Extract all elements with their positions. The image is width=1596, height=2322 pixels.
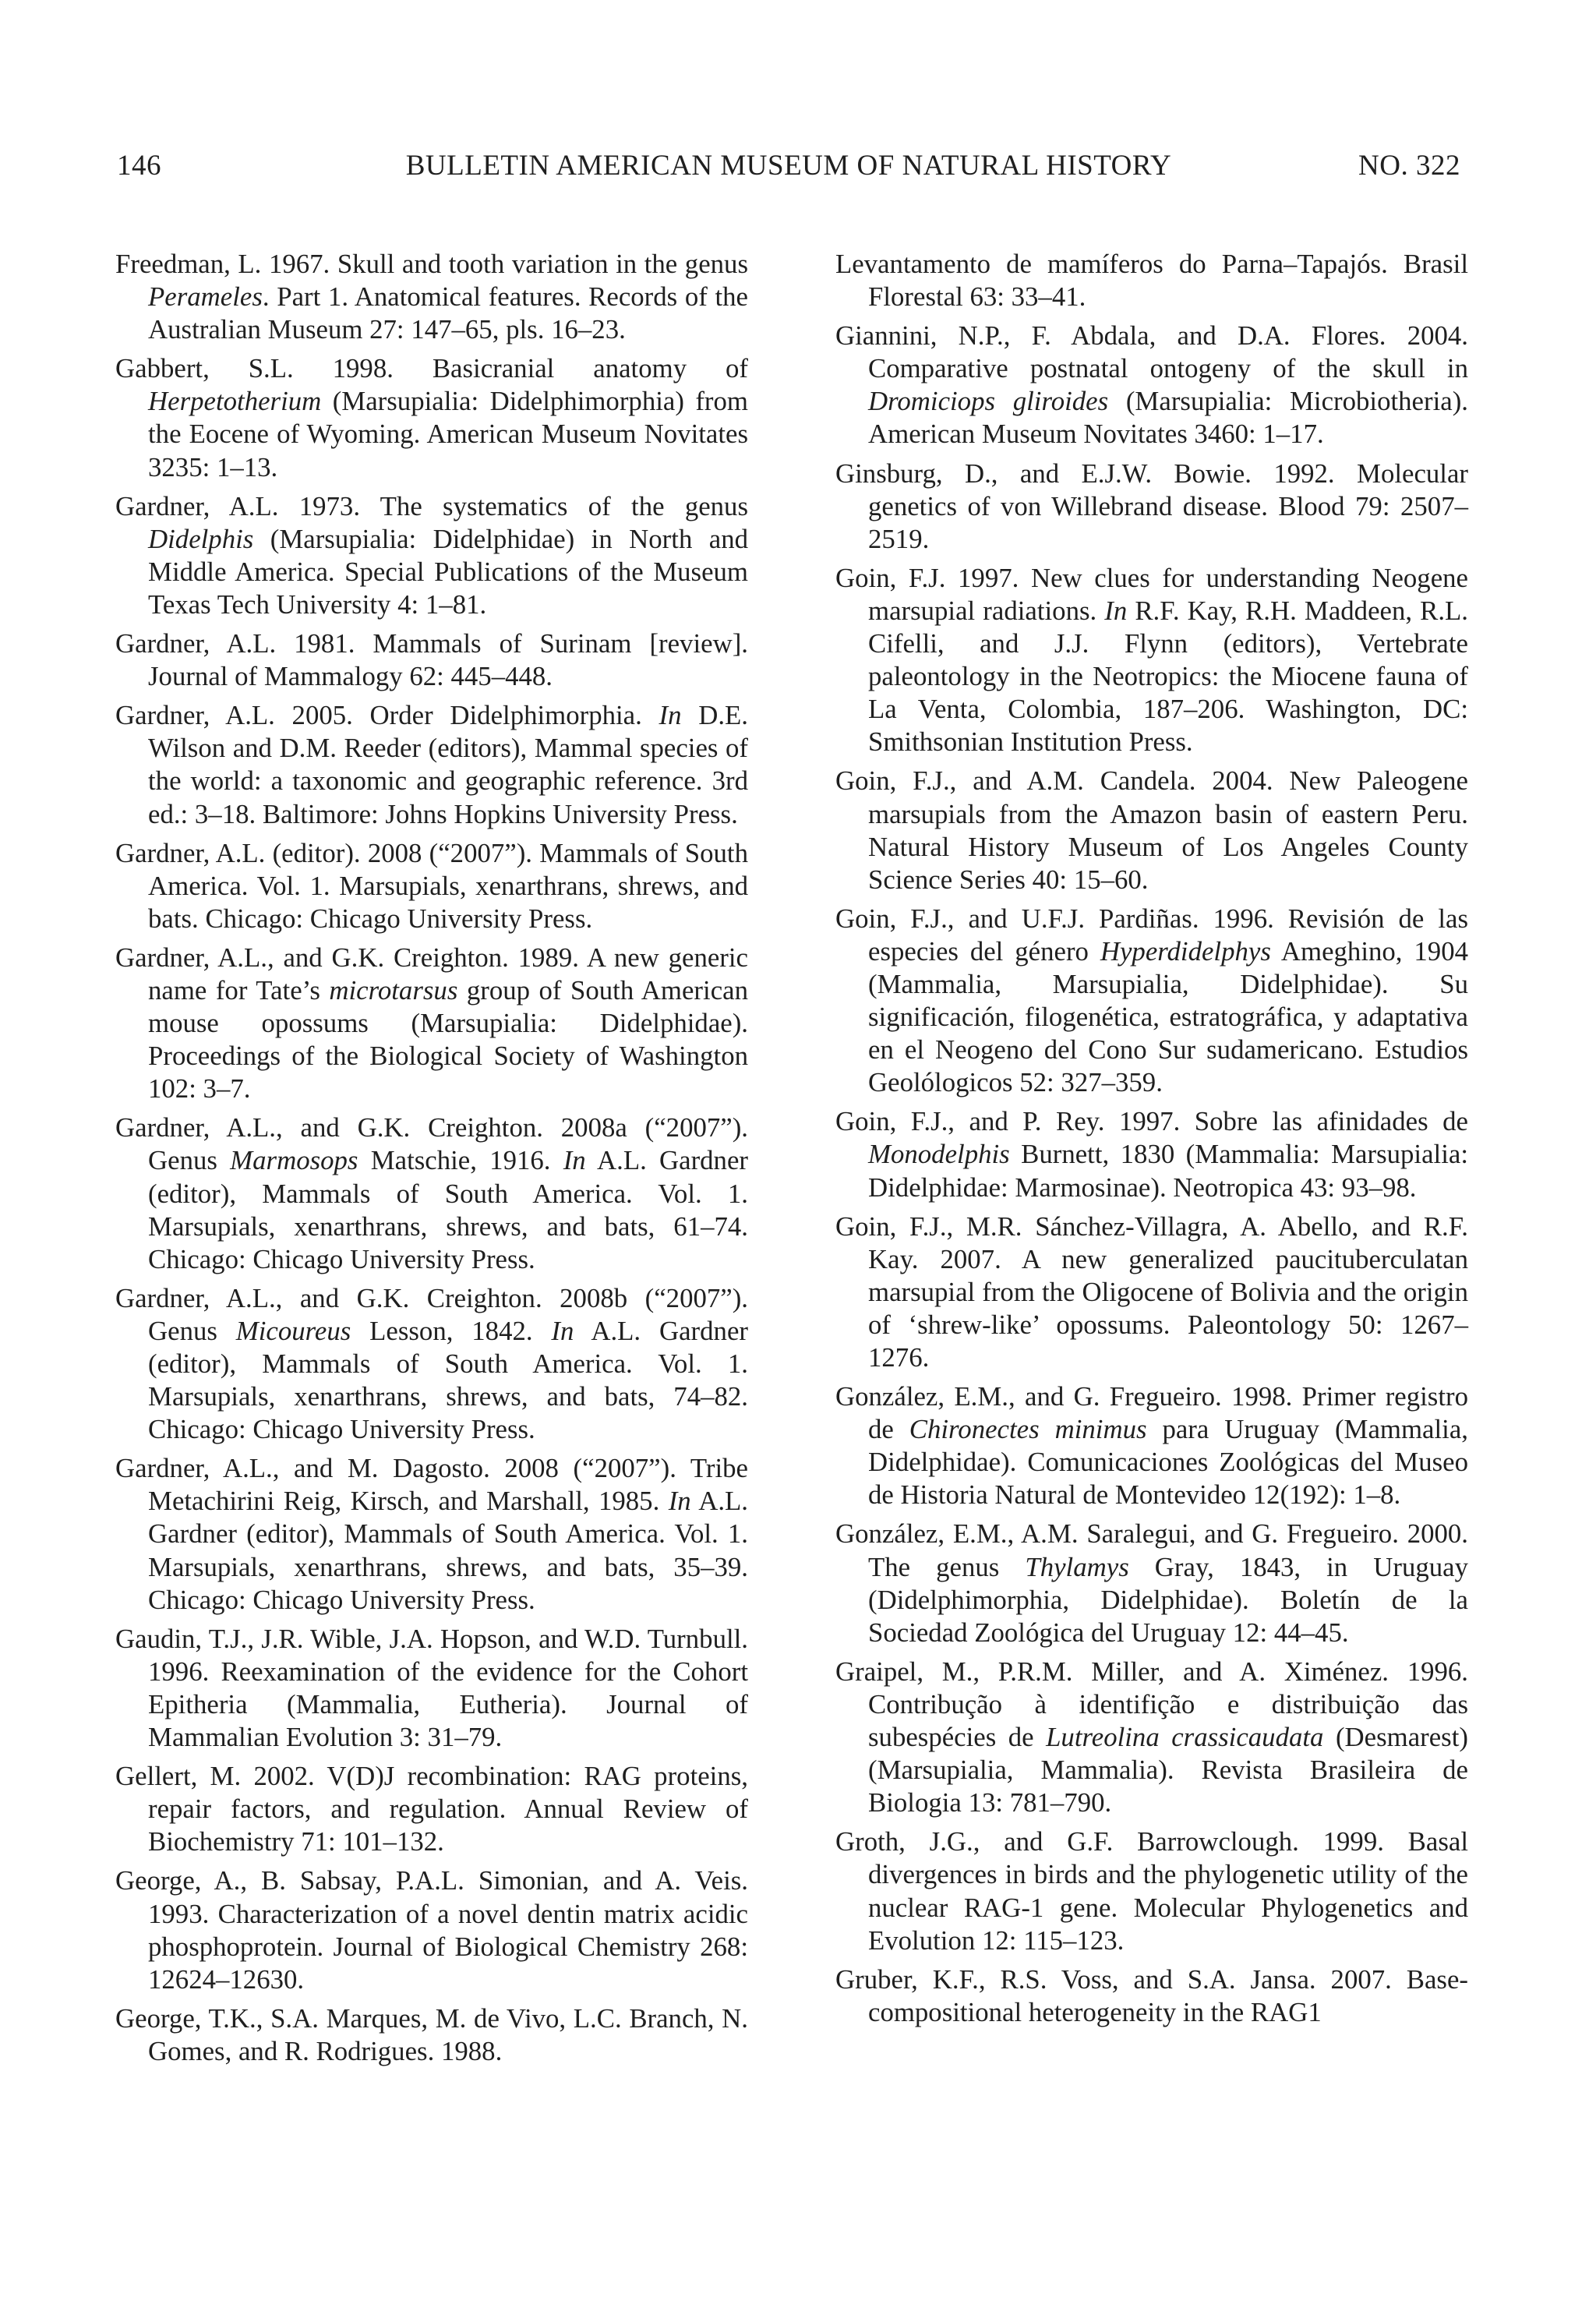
references-left-column [115, 248, 748, 2074]
reference-entry: Freedman, L. 1967. Skull and tooth variation in the genus Perameles. Part 1. Anatomical features. Records of the Australian Museum 27: 147–65, pls. 16–23. [115, 249, 748, 345]
reference-entry: Levantamento de mamíferos do Parna–Tapajós. Brasil Florestal 63: 33–41. [835, 249, 1468, 313]
page-number: 146 [117, 150, 161, 182]
references-right-column [835, 248, 1468, 2035]
reference-entry: Gardner, A.L., and G.K. Creighton. 1989. A new generic name for Tate’s microtarsus group of South American mouse opossums (Marsupialia: Didelphidae). Proceedings of the Biological Society of Washington 102: 3–7. [115, 942, 748, 1104]
reference-entry: González, E.M., and G. Fregueiro. 1998. Primer registro de Chironectes minimus para Uruguay (Mammalia, Didelphidae). Comunicaciones Zoológicas del Museo de Historia Natural de Montevideo 12(192): 1–8. [835, 1381, 1468, 1511]
reference-entry: Gellert, M. 2002. V(D)J recombination: RAG proteins, repair factors, and regulation. Annual Review of Biochemistry 71: 101–132. [115, 1761, 748, 1857]
running-header [117, 147, 1460, 186]
reference-entry: Gaudin, T.J., J.R. Wible, J.A. Hopson, and W.D. Turnbull. 1996. Reexamination of the evidence for the Cohort Epitheria (Mammalia, Eutheria). Journal of Mammalian Evolution 3: 31–79. [115, 1623, 748, 1753]
journal-title: BULLETIN AMERICAN MUSEUM OF NATURAL HISTORY [405, 150, 1172, 182]
reference-entry: Gardner, A.L. 1973. The systematics of the genus Didelphis (Marsupialia: Didelphidae) in North and Middle America. Special Publications of the Museum Texas Tech University 4: 1–81. [115, 490, 748, 620]
reference-entry: Gardner, A.L., and G.K. Creighton. 2008a (“2007”). Genus Marmosops Matschie, 1916. In A.L. Gardner (editor), Mammals of South America. Vol. 1. Marsupials, xenarthrans, shrews, and bats, 61–74. Chicago: Chicago University Press. [115, 1112, 748, 1274]
reference-entry: Goin, F.J., and U.F.J. Pardiñas. 1996. Revisión de las especies del género Hyperdidelphys Ameghino, 1904 (Mammalia, Marsupialia, Didelphidae). Su significación, filogenética, estratográfica, y adaptativa en el Neogeno del Cono Sur sudamericano. Estudios Geolólogicos 52: 327–359. [835, 903, 1468, 1098]
reference-entry: Gardner, A.L. 1981. Mammals of Surinam [review]. Journal of Mammalogy 62: 445–448. [115, 628, 748, 692]
reference-entry: Goin, F.J., and A.M. Candela. 2004. New Paleogene marsupials from the Amazon basin of eastern Peru. Natural History Museum of Los Angeles County Science Series 40: 15–60. [835, 765, 1468, 895]
reference-entry: Gabbert, S.L. 1998. Basicranial anatomy of Herpetotherium (Marsupialia: Didelphimorphia) from the Eocene of Wyoming. American Museum Novitates 3235: 1–13. [115, 353, 748, 482]
reference-entry: Ginsburg, D., and E.J.W. Bowie. 1992. Molecular genetics of von Willebrand disease. Blood 79: 2507–2519. [835, 458, 1468, 554]
reference-entry: George, A., B. Sabsay, P.A.L. Simonian, and A. Veis. 1993. Characterization of a novel dentin matrix acidic phosphoprotein. Journal of Biological Chemistry 268: 12624–12630. [115, 1865, 748, 1995]
reference-entry: Groth, J.G., and G.F. Barrowclough. 1999. Basal divergences in birds and the phylogenetic utility of the nuclear RAG-1 gene. Molecular Phylogenetics and Evolution 12: 115–123. [835, 1826, 1468, 1956]
reference-entry: Gardner, A.L., and G.K. Creighton. 2008b (“2007”). Genus Micoureus Lesson, 1842. In A.L. Gardner (editor), Mammals of South America. Vol. 1. Marsupials, xenarthrans, shrews, and bats, 74–82. Chicago: Chicago University Press. [115, 1282, 748, 1445]
reference-entry: Goin, F.J., and P. Rey. 1997. Sobre las afinidades de Monodelphis Burnett, 1830 (Mammalia: Marsupialia: Didelphidae: Marmosinae). Neotropica 43: 93–98. [835, 1106, 1468, 1203]
reference-entry: Goin, F.J., M.R. Sánchez-Villagra, A. Abello, and R.F. Kay. 2007. A new generalized paucituberculatan marsupial from the Oligocene of Bolivia and the origin of ‘shrew-like’ opossums. Paleontology 50: 1267–1276. [835, 1210, 1468, 1373]
reference-entry: Graipel, M., P.R.M. Miller, and A. Ximénez. 1996. Contribução à identifição e distribuição das subespécies de Lutreolina crassicaudata (Desmarest) (Marsupialia, Mammalia). Revista Brasileira de Biologia 13: 781–790. [835, 1656, 1468, 1818]
issue-number: NO. 322 [1358, 150, 1460, 182]
reference-entry: Giannini, N.P., F. Abdala, and D.A. Flores. 2004. Comparative postnatal ontogeny of the skull in Dromiciops gliroides (Marsupialia: Microbiotheria). American Museum Novitates 3460: 1–17. [835, 320, 1468, 450]
reference-entry: Gardner, A.L. (editor). 2008 (“2007”). Mammals of South America. Vol. 1. Marsupials, xenarthrans, shrews, and bats. Chicago: Chicago University Press. [115, 837, 748, 934]
reference-entry: González, E.M., A.M. Saralegui, and G. Fregueiro. 2000. The genus Thylamys Gray, 1843, in Uruguay (Didelphimorphia, Didelphidae). Boletín de la Sociedad Zoológica del Uruguay 12: 44–45. [835, 1518, 1468, 1648]
reference-entry: Gruber, K.F., R.S. Voss, and S.A. Jansa. 2007. Base-compositional heterogeneity in the RAG1 [835, 1963, 1468, 2027]
reference-entry: Gardner, A.L. 2005. Order Didelphimorphia. In D.E. Wilson and D.M. Reeder (editors), Mammal species of the world: a taxonomic and geographic reference. 3rd ed.: 3–18. Baltimore: Johns Hopkins University Press. [115, 700, 748, 829]
reference-entry: George, T.K., S.A. Marques, M. de Vivo, L.C. Branch, N. Gomes, and R. Rodrigues. 1988. [115, 2002, 748, 2066]
reference-entry: Gardner, A.L., and M. Dagosto. 2008 (“2007”). Tribe Metachirini Reig, Kirsch, and Marshall, 1985. In A.L. Gardner (editor), Mammals of South America. Vol. 1. Marsupials, xenarthrans, shrews, and bats, 35–39. Chicago: Chicago University Press. [115, 1453, 749, 1615]
reference-entry: Goin, F.J. 1997. New clues for understanding Neogene marsupial radiations. In R.F. Kay, R.H. Maddeen, R.L. Cifelli, and J.J. Flynn (editors), Vertebrate paleontology in the Neotropics: the Miocene fauna of La Venta, Colombia, 187–206. Washington, DC: Smithsonian Institution Press. [835, 562, 1468, 758]
